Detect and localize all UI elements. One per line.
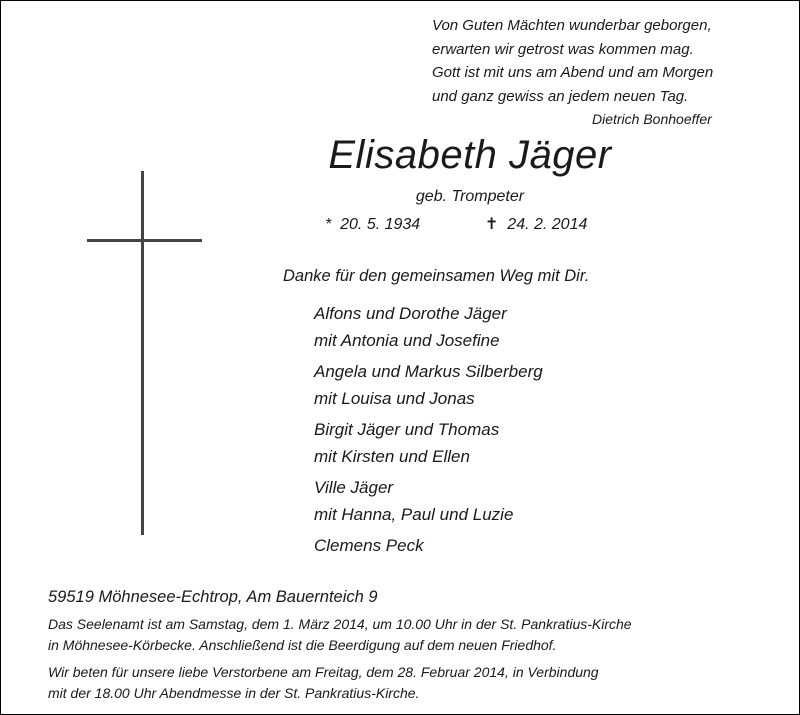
mourner-line: mit Antonia und Josefine bbox=[314, 331, 500, 350]
mourner-group bbox=[314, 532, 543, 559]
mourner-line: Angela und Markus Silberberg bbox=[314, 362, 543, 381]
mourner-line: mit Louisa und Jonas bbox=[314, 389, 475, 408]
birth-name: geb. Trompeter bbox=[415, 188, 525, 205]
notice-line: mit der 18.00 Uhr Abendmesse in der St. Pankratius-Kirche. bbox=[48, 685, 420, 701]
mourner-group bbox=[314, 300, 543, 354]
death-date-group bbox=[485, 214, 587, 236]
birth-star-icon: * bbox=[325, 216, 332, 233]
death-date: 24. 2. 2014 bbox=[507, 216, 588, 233]
mourners-list bbox=[314, 300, 543, 563]
mourner-line: Ville Jäger bbox=[314, 478, 394, 497]
quote-line: erwarten wir getrost was kommen mag. bbox=[432, 40, 694, 58]
mourner-group bbox=[314, 416, 543, 470]
notice-line: Das Seelenamt ist am Samstag, dem 1. März 2014, um 10.00 Uhr in der St. Pankratius-Kirche bbox=[48, 616, 632, 632]
death-cross-icon: ✝ bbox=[485, 216, 499, 233]
cross-icon bbox=[87, 171, 202, 535]
quote-line: Gott ist mit uns am Abend und am Morgen bbox=[432, 64, 714, 81]
cross-vertical-bar bbox=[141, 171, 144, 535]
quote-line: und ganz gewiss an jedem neuen Tag. bbox=[432, 87, 689, 105]
birth-date: 20. 5. 1934 bbox=[340, 216, 421, 233]
quote-line: Von Guten Mächten wunderbar geborgen, bbox=[432, 17, 712, 34]
mourner-line: mit Kirsten und Ellen bbox=[314, 447, 470, 466]
thanks-text: Danke für den gemeinsamen Weg mit Dir. bbox=[283, 267, 590, 285]
family-address: 59519 Möhnesee-Echtrop, Am Bauernteich 9 bbox=[48, 588, 378, 606]
quote-author: Dietrich Bonhoeffer bbox=[592, 111, 712, 127]
mourner-line: Alfons und Dorothe Jäger bbox=[314, 304, 507, 323]
prayer-notice bbox=[48, 662, 768, 704]
notice-line: Wir beten für unsere liebe Verstorbene am Freitag, dem 28. Februar 2014, in Verbindung bbox=[48, 664, 599, 680]
notice-line: in Möhnesee-Körbecke. Anschließend ist die Beerdigung auf dem neuen Friedhof. bbox=[48, 637, 557, 653]
birth-date-group bbox=[325, 214, 420, 236]
mourner-group bbox=[314, 358, 543, 412]
mourner-line: Clemens Peck bbox=[314, 536, 424, 555]
funeral-notice bbox=[48, 614, 768, 656]
cross-horizontal-bar bbox=[87, 239, 202, 242]
deceased-name: Elisabeth Jäger bbox=[328, 133, 612, 177]
mourner-line: mit Hanna, Paul und Luzie bbox=[314, 505, 514, 524]
bonhoeffer-quote bbox=[432, 14, 772, 127]
mourner-line: Birgit Jäger und Thomas bbox=[314, 420, 500, 439]
mourner-group bbox=[314, 474, 543, 528]
